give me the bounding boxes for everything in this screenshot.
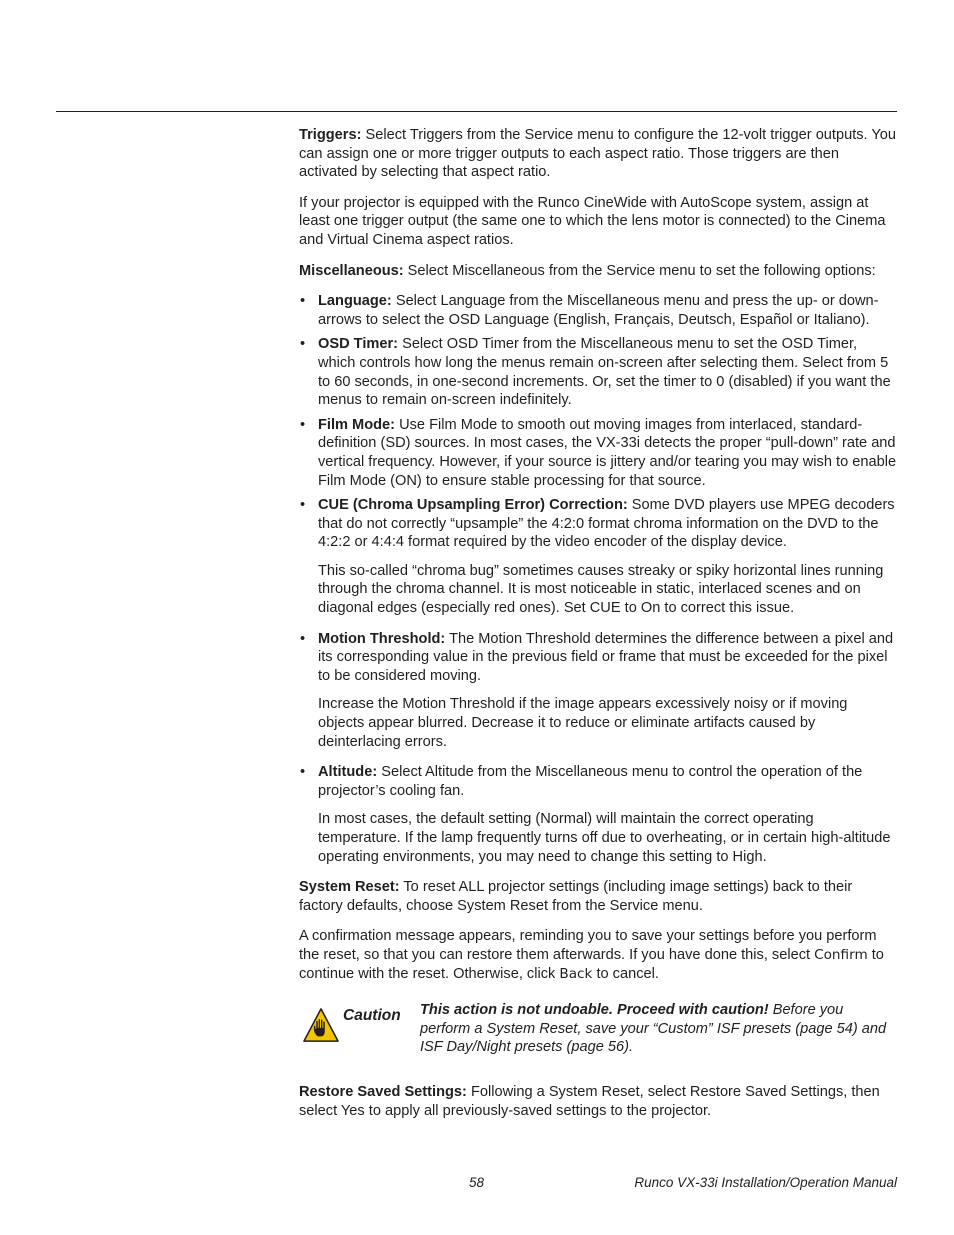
option-language bbox=[299, 292, 897, 329]
triggers-heading: Triggers: bbox=[299, 127, 362, 143]
caution-message bbox=[420, 1001, 890, 1057]
cinewide-paragraph: If your projector is equipped with the Runco CineWide with AutoScope system, assign at least one trigger output (the same one to which the lens motor is connected) to the Cinema and Virtual Cinema aspect ratios. bbox=[299, 194, 886, 248]
option-cue-correction bbox=[299, 496, 897, 618]
bullet: • bbox=[300, 497, 306, 514]
confirmation-text: to cancel. bbox=[592, 965, 659, 982]
bullet: • bbox=[300, 764, 306, 781]
caution-hand-icon bbox=[302, 1007, 340, 1043]
restore-paragraph bbox=[299, 1083, 897, 1120]
restore-text: Following a System Reset, select Restore Saved Settings, then select Yes to apply all previously-saved settings to the projector. bbox=[299, 1084, 880, 1119]
option-text: Use Film Mode to smooth out moving images from interlaced, standard-definition (SD) sources. In most cases, the VX-33i detects the proper “pull-down” rate and vertical frequency. However, if your source is jittery and/or tearing you may wish to enable Film Mode (ON) to ensure stable processing for that source. bbox=[318, 416, 897, 489]
option-heading: Film Mode: bbox=[318, 416, 396, 433]
option-heading: Motion Threshold: bbox=[318, 630, 446, 647]
bullet: • bbox=[300, 336, 306, 353]
option-motion-threshold bbox=[299, 630, 897, 752]
option-heading: Language: bbox=[318, 293, 392, 310]
option-heading: OSD Timer: bbox=[318, 336, 399, 353]
page-number: 58 bbox=[469, 1175, 485, 1190]
option-subparagraph: In most cases, the default setting (Normal) will maintain the correct operating temperature. If the lamp frequently turns off due to overheating, or in certain high-altitude operating environments, you may need to change this setting to High. bbox=[318, 811, 891, 865]
confirmation-text: A confirmation message appears, reminding you to save your settings before you perform the reset, so that you can restore them afterwards. If you have done this, select bbox=[299, 928, 877, 963]
back-term: Back bbox=[559, 965, 593, 982]
option-film-mode bbox=[299, 416, 897, 490]
option-osd-timer bbox=[299, 335, 897, 409]
caution-text: Before you perform a System Reset, save your “Custom” ISF presets (page 54) and ISF Day/Night presets (page 56). bbox=[420, 1002, 887, 1056]
bullet: • bbox=[300, 630, 306, 647]
option-text: Select Altitude from the Miscellaneous menu to control the operation of the projector’s cooling fan. bbox=[318, 764, 863, 799]
header-rule bbox=[56, 111, 897, 112]
option-subparagraph: This so-called “chroma bug” sometimes causes streaky or spiky horizontal lines running through the chroma channel. It is most noticeable in static, interlaced scenes and on diagonal edges (especially red ones). Set CUE to On to correct this issue. bbox=[318, 562, 884, 617]
option-heading: Altitude: bbox=[318, 764, 378, 781]
bullet: • bbox=[300, 416, 306, 433]
option-altitude bbox=[299, 763, 897, 866]
triggers-text: Select Triggers from the Service menu to configure the 12-volt trigger outputs. You can assign one or more trigger outputs to each aspect ratio. Those triggers are then activated by selecting that aspect ratio. bbox=[299, 127, 897, 181]
confirm-term: Confirm bbox=[814, 946, 868, 963]
system-reset-heading: System Reset: bbox=[299, 879, 400, 896]
miscellaneous-paragraph bbox=[299, 262, 897, 281]
caution-bold-text: This action is not undoable. Proceed with caution! bbox=[420, 1002, 769, 1019]
option-text: The Motion Threshold determines the difference between a pixel and its corresponding value in the previous field or frame that must be exceeded for the pixel to be considered moving. bbox=[318, 630, 894, 684]
triggers-paragraph bbox=[299, 126, 897, 182]
page-content bbox=[299, 126, 897, 1132]
option-text: Select OSD Timer from the Miscellaneous menu to set the OSD Timer, which controls how long the menus remain on-screen after selecting them. Select from 5 to 60 seconds, in one-second increments. Or, set the timer to 0 (disabled) if you want the menus to remain on-screen indefinitely. bbox=[318, 336, 891, 409]
bullet: • bbox=[300, 293, 306, 310]
miscellaneous-options-list bbox=[299, 292, 897, 866]
restore-heading: Restore Saved Settings: bbox=[299, 1084, 467, 1101]
manual-title: Runco VX-33i Installation/Operation Manual bbox=[634, 1175, 897, 1190]
miscellaneous-heading: Miscellaneous: bbox=[299, 262, 404, 279]
option-text: Select Language from the Miscellaneous menu and press the up- or down-arrows to select the OSD Language (English, Français, Deutsch, Español or Italiano). bbox=[318, 293, 879, 328]
option-heading: CUE (Chroma Upsampling Error) Correction: bbox=[318, 497, 628, 514]
confirmation-paragraph bbox=[299, 927, 897, 983]
caution-label: Caution bbox=[343, 1007, 401, 1025]
system-reset-paragraph bbox=[299, 878, 897, 915]
confirmation-text: to continue with the reset. Otherwise, click bbox=[299, 946, 884, 982]
caution-notice bbox=[299, 1001, 897, 1075]
option-subparagraph: Increase the Motion Threshold if the image appears excessively noisy or if moving objects appear blurred. Decrease it to reduce or eliminate artifacts caused by deinterlacing errors. bbox=[318, 696, 848, 750]
option-text: Some DVD players use MPEG decoders that do not correctly “upsample” the 4:2:0 format chroma information on the DVD to the 4:2:2 or 4:4:4 format required by the video encoder of the display device. bbox=[318, 497, 895, 551]
miscellaneous-text: Select Miscellaneous from the Service menu to set the following options: bbox=[403, 262, 876, 279]
system-reset-text: To reset ALL projector settings (including image settings) back to their factory defaults, choose System Reset from the Service menu. bbox=[299, 879, 853, 914]
